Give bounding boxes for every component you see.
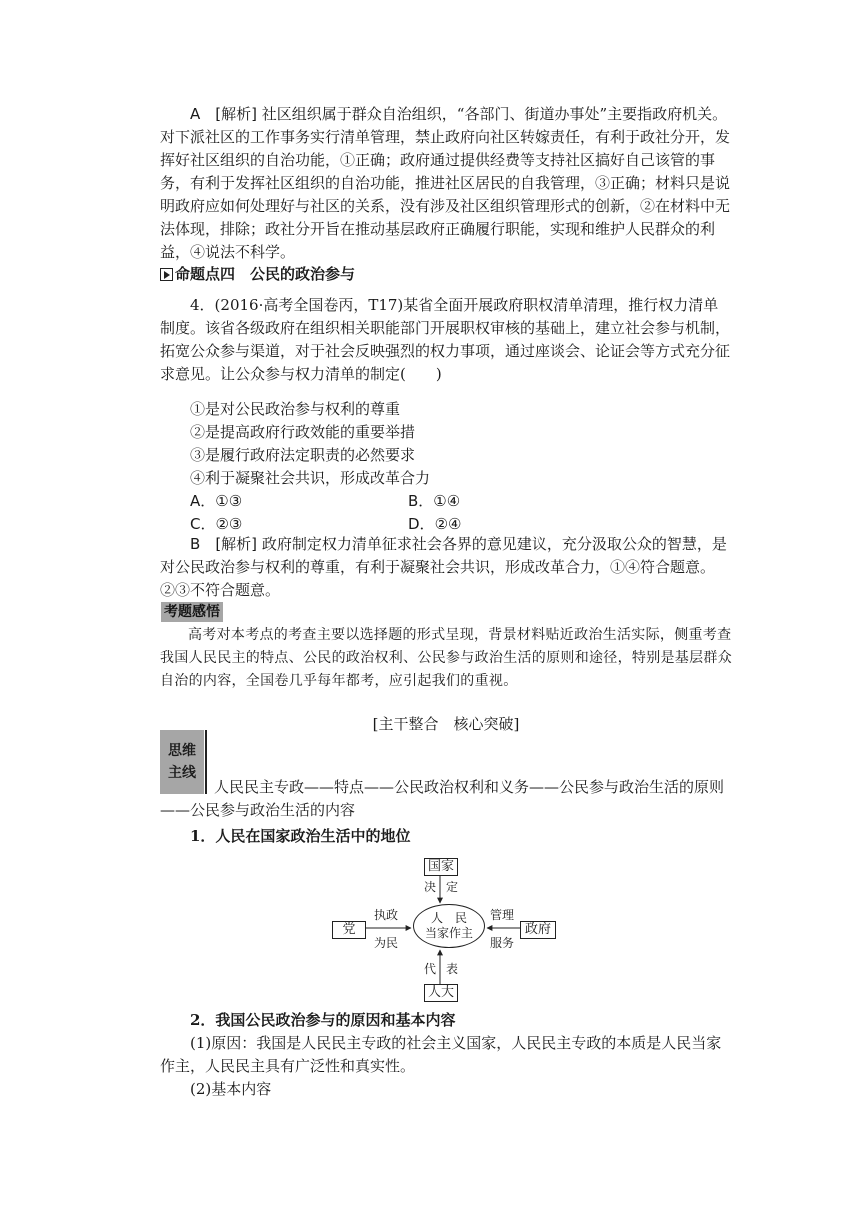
point-2-content-heading: (2)基本内容 xyxy=(190,1080,272,1098)
diagram-label-for-people: 为民 xyxy=(374,936,399,950)
option-b[interactable]: B．①④ xyxy=(408,492,461,510)
diagram-box-party: 党 xyxy=(332,921,366,939)
question-text: 某省全面开展政府职权清单清理，推行权力清单制度。该省各级政府在组织相关职能部门开展职权审核的基础上，建立社会参与机制，拓宽公众参与渠道，对于社会反映强烈的权力事项，通过座谈会、论证会等方式充分征求意见。让公众参与权力清单的制定( ) xyxy=(160,296,731,383)
question-source: (2016·高考全国卷丙，T17) xyxy=(214,296,404,314)
diagram-label-decide-left: 决 xyxy=(424,880,437,894)
diagram-center-circle: 人 民 当家作主 xyxy=(413,904,485,948)
statement-3: ③是履行政府法定职责的必然要求 xyxy=(190,446,416,464)
analysis-label: [解析] xyxy=(215,535,258,553)
diagram-box-government: 政府 xyxy=(520,921,556,939)
diagram-label-serve: 服务 xyxy=(490,936,515,950)
point-2-reason: (1)原因：我国是人民民主专政的社会主义国家，人民民主专政的本质是人民当家作主，人民民主具有广泛性和真实性。 xyxy=(160,1034,722,1075)
mindline-label: 思维 主线 xyxy=(160,730,204,794)
mindline-text: 人民民主专政——特点——公民政治权利和义务——公民参与政治生活的原则——公民参与政治生活的内容 xyxy=(160,778,725,819)
diagram-label-represent-left: 代 xyxy=(424,962,437,976)
core-title: [主干整合 核心突破] xyxy=(372,715,520,733)
diagram-box-npc: 人大 xyxy=(424,984,458,1002)
option-d[interactable]: D．②④ xyxy=(408,515,462,533)
option-a[interactable]: A．①③ xyxy=(190,492,243,510)
answer-text: 政府制定权力清单征求社会各界的意见建议，充分汲取公众的智慧，是对公民政治参与权利的尊重，有利于凝聚社会共识，形成改革合力，①④符合题意。②③不符合题意。 xyxy=(160,535,727,599)
section-title: 命题点四 xyxy=(175,265,236,283)
answer-letter: B xyxy=(190,535,201,553)
diagram-label-decide-right: 定 xyxy=(446,880,459,894)
point-2-title: 2．我国公民政治参与的原因和基本内容 xyxy=(190,1011,456,1029)
statement-1: ①是对公民政治参与权利的尊重 xyxy=(190,400,401,418)
insight-badge: 考题感悟 xyxy=(161,602,223,622)
section-subtitle: 公民的政治参与 xyxy=(250,265,356,283)
diagram-label-govern: 执政 xyxy=(374,908,399,922)
diagram-label-manage: 管理 xyxy=(490,908,515,922)
point-1-title: 1．人民在国家政治生活中的地位 xyxy=(190,827,411,845)
analysis-label: [解析] xyxy=(215,105,257,123)
insight-text: 高考对本考点的考查主要以选择题的形式呈现，背景材料贴近政治生活实际，侧重考查我国人民民主的特点、公民的政治权利、公民参与政治生活的原则和途径，特别是基层群众自治的内容，全国卷几乎每年都考，应引起我们的重视。 xyxy=(160,627,732,689)
statement-2: ②是提高政府行政效能的重要举措 xyxy=(190,423,416,441)
diagram-label-represent-right: 表 xyxy=(446,962,459,976)
answer-text: 社区组织属于群众自治组织，“各部门、街道办事处”主要指政府机关。对下派社区的工作事务实行清单管理，禁止政府向社区转嫁责任，有利于政社分开，发挥好社区组织的自治功能，①正确；政府通过提供经费等支持社区搞好自己该管的事务，有利于发挥社区组织的自治功能，推进社区居民的自我管理，③正确；材料只是说明政府应如何处理好与社区的关系，没有涉及社区组织管理形式的创新，②在材料中无法体现，排除；政社分开旨在推动基层政府正确履行职能，实现和维护人民群众的利益，④说法不科学。 xyxy=(160,105,731,261)
option-c[interactable]: C．②③ xyxy=(190,515,243,533)
question-number: 4． xyxy=(190,296,215,314)
statement-4: ④利于凝聚社会共识，形成改革合力 xyxy=(190,469,431,487)
answer-letter: A xyxy=(190,105,201,123)
diagram-box-state: 国家 xyxy=(424,858,458,876)
